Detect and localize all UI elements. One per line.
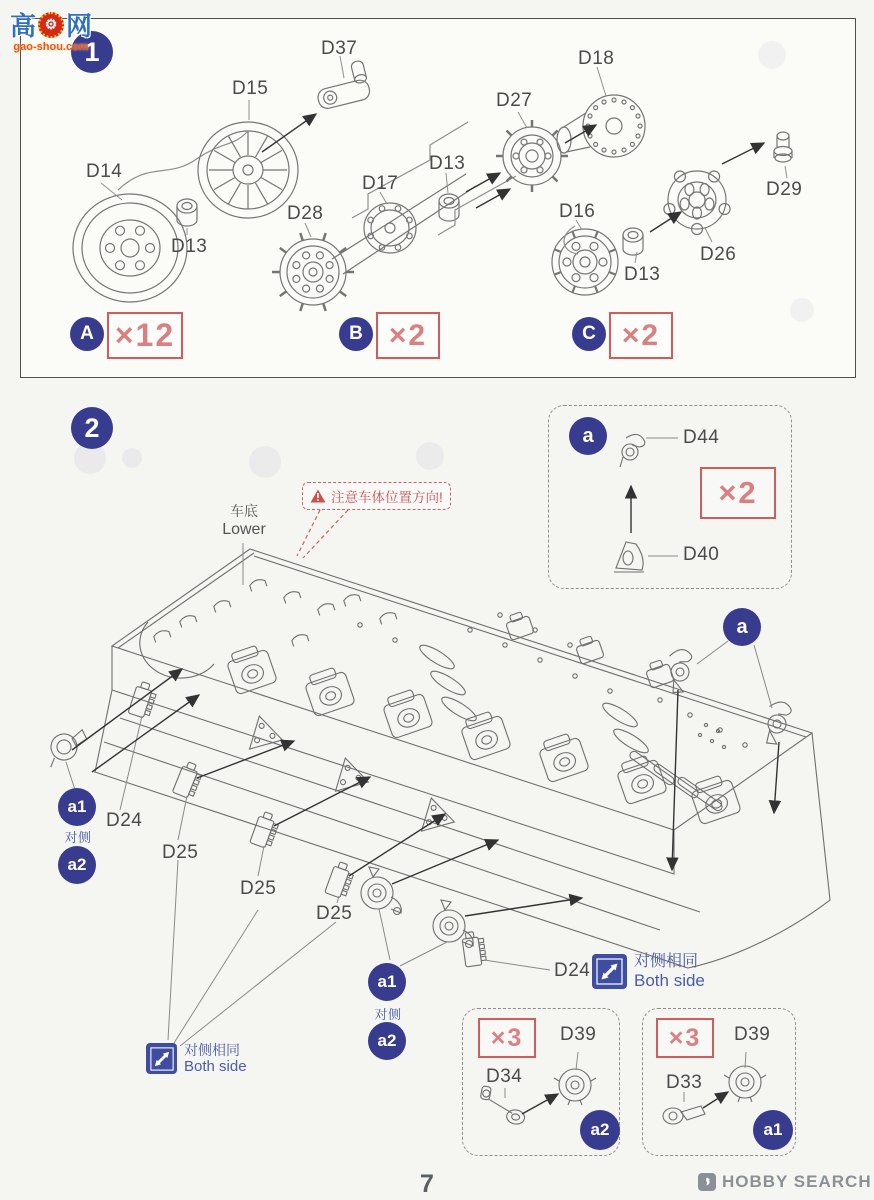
inset-a2-count: ×3 — [478, 1018, 536, 1058]
part-label-d24-left: D24 — [106, 810, 143, 831]
torsion-brackets — [224, 642, 741, 824]
page-number: 7 — [420, 1170, 434, 1198]
callout-a2-mid: a2 — [368, 1022, 406, 1060]
opposite-side-left: 对侧 — [64, 830, 92, 845]
both-side-left-en: Both side — [184, 1058, 247, 1076]
part-label-d14: D14 — [86, 161, 123, 182]
hull-line-art — [95, 549, 830, 968]
both-side-note-right — [592, 953, 705, 991]
part-label-d18: D18 — [578, 48, 615, 69]
watermark-logo — [10, 6, 92, 53]
both-side-arrow-icon-2 — [146, 1043, 177, 1074]
warning-note — [302, 482, 451, 510]
count-a: ×12 — [107, 312, 183, 359]
watermark-url: gao-shou.com — [13, 41, 89, 53]
part-label-d37: D37 — [321, 38, 358, 59]
count-b: ×2 — [376, 312, 440, 359]
inset-a2-result: a2 — [580, 1110, 620, 1150]
print-ghosts-2 — [74, 442, 444, 478]
part-label-d25-3: D25 — [316, 903, 353, 924]
part-label-d13a: D13 — [171, 236, 208, 257]
hull-label-cn: 车底 — [230, 503, 258, 519]
warning-text: 注意车体位置方向! — [331, 490, 443, 505]
part-label-d13c: D13 — [624, 264, 661, 285]
part-label-d29: D29 — [766, 179, 803, 200]
part-label-d15: D15 — [232, 78, 269, 99]
callout-a-right: a — [723, 608, 761, 646]
hobby-search-flame-icon — [698, 1173, 716, 1191]
inset-a1-count: ×3 — [656, 1018, 714, 1058]
part-label-d25-2: D25 — [240, 878, 277, 899]
badge-b: B — [339, 317, 373, 351]
plate-holes — [358, 613, 747, 749]
thumbs-up-gear-icon: ⚙ — [38, 12, 64, 38]
badge-c: C — [572, 317, 606, 351]
hull-orientation-label — [213, 503, 275, 539]
callout-a1-mid: a1 — [368, 963, 406, 1001]
part-label-d34: D34 — [486, 1066, 523, 1087]
hull-label-en: Lower — [222, 520, 266, 538]
plate-fittings — [153, 578, 674, 689]
part-label-d33: D33 — [666, 1072, 703, 1093]
part-label-d27: D27 — [496, 90, 533, 111]
brand-name: HOBBY SEARCH — [722, 1172, 872, 1191]
opposite-side-mid: 对侧 — [374, 1007, 402, 1022]
inset-a-letter: a — [569, 417, 607, 455]
inset-a1-result: a1 — [753, 1110, 793, 1150]
part-label-d39-a: D39 — [560, 1024, 597, 1045]
both-side-right-cn: 对侧相同 — [634, 953, 699, 970]
inset-a-count: ×2 — [700, 467, 776, 519]
both-side-left-cn: 对侧相同 — [184, 1042, 240, 1058]
step1-number: 1 — [71, 31, 113, 73]
both-side-note-left — [146, 1042, 247, 1075]
brand-logo — [698, 1172, 872, 1192]
both-side-right-en: Both side — [634, 971, 705, 991]
part-label-d13b: D13 — [429, 153, 466, 174]
part-label-d24-bottom: D24 — [554, 960, 591, 981]
step2-number: 2 — [71, 407, 113, 449]
part-label-d25-1: D25 — [162, 842, 199, 863]
warning-triangle-icon — [310, 489, 326, 503]
badge-a: A — [70, 317, 104, 351]
part-label-d28: D28 — [287, 203, 324, 224]
warning-pointer — [297, 510, 348, 558]
part-label-d40: D40 — [683, 544, 720, 565]
callout-a2-left: a2 — [58, 846, 96, 884]
both-side-arrow-icon — [592, 954, 627, 989]
part-label-d16: D16 — [559, 201, 596, 222]
watermark-char-left: 高 — [10, 11, 37, 41]
watermark-char-right: 网 — [66, 11, 93, 41]
callout-a1-left: a1 — [58, 788, 96, 826]
part-label-d17: D17 — [362, 173, 399, 194]
part-label-d26: D26 — [700, 244, 737, 265]
count-c: ×2 — [609, 312, 673, 359]
part-label-d44: D44 — [683, 427, 720, 448]
part-label-d39-b: D39 — [734, 1024, 771, 1045]
